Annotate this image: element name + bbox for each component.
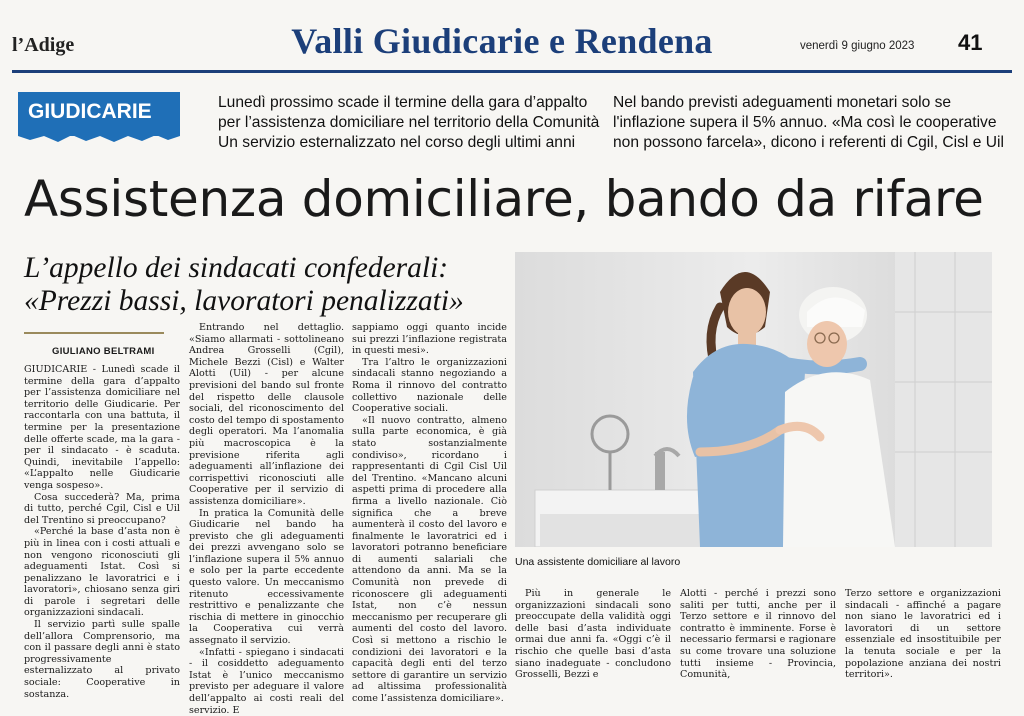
- paragraph: GIUDICARIE - Lunedì scade il termine della gara d’appalto per l’assistenza domiciliare nel territorio delle Giudicarie. Per raccontarla con una battuta, il termine per la presentazione delle offerte scade, ma la gara - per il sindacato - è scaduta. Quindi, inevitabile l’appello: «L’appalto nelle Giudicarie venga sospeso».: [24, 364, 180, 491]
- subheadline: [24, 252, 514, 318]
- section-title: Valli Giudicarie e Rendena: [291, 21, 713, 61]
- article-column-1: [24, 364, 180, 700]
- deck-right: Nel bando previsti adeguamenti monetari solo se l'inflazione supera il 5% annuo. «Ma così le cooperative non possono farcela», dicono i referenti di Cgil, Cisl e Uil: [613, 94, 1004, 151]
- article-column-5: [680, 588, 836, 681]
- article-column-4: [515, 588, 671, 681]
- paragraph: Alotti - perché i prezzi sono saliti per tutti, anche per il Terzo settore e il rinnovo del contratto è imminente. Forse è necessario fermarsi e ragionare su come trovare una soluzione tutti insieme - Provincia, Comunità,: [680, 588, 836, 681]
- paragraph: «Il nuovo contratto, almeno sulla parte economica, è già stato sostanzialmente condiviso», ricordano i rappresentanti di Cgil Cisl Uil del Trentino. «Mancano alcuni aspetti prima di procedere alla firma a livello nazionale. Ciò significa che a breve aumenterà il costo del lavoro e finalmente le lavoratrici ed i lavoratori potranno beneficiare di aumenti salariali che attendono da anni. Ma se la Comunità non prevede di riconoscere gli adeguamenti Istat, non c’è nessun meccanismo per recuperare gli aumenti del costo del lavoro. Così si mettono a rischio le condizioni dei lavoratori e la capacità degli enti del terzo settore di garantire un servizio ad altissima professionalità come l’assistenza domiciliare».: [352, 414, 507, 704]
- paragraph: Tra l’altro le organizzazioni sindacali stanno negoziando a Roma il rinnovo del contratto collettivo nazionale delle Cooperative sociali.: [352, 356, 507, 415]
- caregiver-illustration: [515, 252, 992, 547]
- torn-edge-decoration: [18, 130, 180, 144]
- article-column-2: [189, 322, 344, 716]
- page-number: 41: [958, 30, 983, 55]
- byline: GIULIANO BELTRAMI: [52, 346, 155, 357]
- newspaper-logo: l’Adige: [12, 34, 75, 56]
- paragraph: In pratica la Comunità delle Giudicarie nel bando ha previsto che gli adeguamenti dei prezzi avvengano solo se l’inflazione supera il 5% annuo e solo per la parte eccedente questo valore. Un meccanismo ritenuto eccessivamente restrittivo e penalizzante che rischia di mettere in ginocchio la Cooperativa cui verrà assegnato il servizio.: [189, 507, 344, 647]
- subhead-line-2: «Prezzi bassi, lavoratori penalizzati»: [24, 285, 464, 317]
- paragraph: sappiamo oggi quanto incide sui prezzi l’inflazione registrata in questi mesi».: [352, 322, 507, 357]
- paragraph: Più in generale le organizzazioni sindacali sono preoccupate della validità oggi delle basi d’asta individuate ormai due anni fa. «Oggi c’è il rischio che quelle basi d’asta siano inadeguate - concludono Grosselli, Bezzi e: [515, 588, 671, 681]
- paragraph: Entrando nel dettaglio. «Siamo allarmati - sottolineano Andrea Grosselli (Cgil), Michele Bezzi (Cisl) e Walter Alotti (Uil) - per alcune previsioni del bando sul fronte del rispetto delle clausole sociali, del riconoscimento del costo del tempo di spostamento degli operatori. Ma l’anomalia più macroscopica è la previsione riferita agli adeguamenti all’inflazione dei corrispettivi riconosciuti alle Cooperative per il servizio di assistenza domiciliare».: [189, 322, 344, 507]
- paragraph: Il servizio partì sulle spalle dell’allora Comprensorio, ma con il passare degli anni è stato progressivamente esternalizzato al privato sociale: Cooperative in sostanza.: [24, 619, 180, 700]
- paragraph: «Infatti - spiegano i sindacati - il cosiddetto adeguamento Istat è l’unico meccanismo previsto per adeguare il valore dell’appalto ai costi reali del servizio. E: [189, 646, 344, 716]
- deck-left: Lunedì prossimo scade il termine della gara d’appalto per l’assistenza domiciliare nel territorio della Comunità Un servizio esternalizzato nel corso degli ultimi anni: [218, 94, 600, 151]
- photo-caption: Una assistente domiciliare al lavoro: [515, 556, 681, 568]
- paragraph: Terzo settore e organizzazioni sindacali - affinché a pagare non siano le lavoratrici ed i lavoratori di un settore essenziale ed insostituibile per la tenuta sociale e per la popolazione anziana dei nostri territori».: [845, 588, 1001, 681]
- paragraph: «Perché la base d’asta non è più in linea con i costi attuali e non vengono riconosciuti gli adeguamenti Istat. Così si penalizzano le lavoratrici e i lavoratori», chiosano senza giri di parole i segretari delle organizzazioni sindacali.: [24, 526, 180, 619]
- headline: Assistenza domiciliare, bando da rifare: [24, 170, 984, 228]
- article-column-6: [845, 588, 1001, 681]
- article-column-3: [352, 322, 507, 705]
- publication-date: venerdì 9 giugno 2023: [800, 40, 915, 52]
- byline-rule: [24, 332, 164, 334]
- kicker-label: GIUDICARIE: [28, 100, 152, 123]
- subhead-line-1: L’appello dei sindacati confederali:: [24, 252, 449, 284]
- header-rule: [12, 70, 1012, 73]
- article-photo: [515, 252, 992, 547]
- paragraph: Cosa succederà? Ma, prima di tutto, perché Cgil, Cisl e Uil del Trentino si preoccupano?: [24, 491, 180, 526]
